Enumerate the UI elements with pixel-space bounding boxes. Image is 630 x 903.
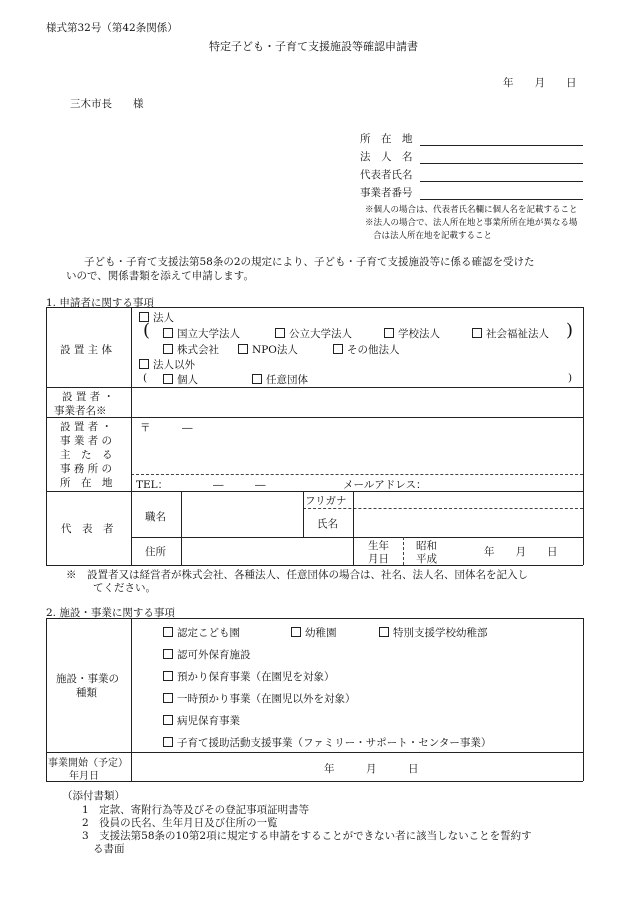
setchisha-name-input[interactable] (133, 390, 581, 416)
section2-heading: 2. 施設・事業に関する事項 (46, 607, 175, 619)
attachment-3-cont: る書面 (93, 843, 125, 855)
checkbox[interactable] (472, 328, 482, 338)
checkbox[interactable] (139, 359, 149, 369)
type-option-label: 認可外保育施設 (177, 649, 251, 661)
address-input[interactable] (420, 145, 583, 146)
biz-no-label: 事業者番号 (360, 187, 413, 199)
bracket-open-2: ( (143, 372, 148, 384)
attachment-1: 1 定款、寄附行為等及びその登記事項証明書等 (82, 804, 310, 816)
type-option-label: 幼稚園 (305, 627, 337, 639)
corp-type-label: NPO法人 (252, 344, 298, 356)
rep-name-label: 代表者氏名 (360, 169, 413, 181)
form-number: 様式第32号（第42条関係） (46, 22, 178, 34)
checkbox[interactable] (163, 693, 173, 703)
checkbox[interactable] (163, 649, 173, 659)
type-option-6[interactable] (163, 691, 356, 706)
setchisha-label-2: 事業者名※ (54, 405, 107, 417)
type-label-2: 種類 (76, 687, 97, 699)
intro-line-1: 子ども・子育て支援法第58条の2の規定により、子ども・子育て支援施設等に係る確認を受けた (84, 256, 535, 268)
type-option-label: 病児保育事業 (177, 715, 240, 727)
furigana-label: フリガナ (305, 495, 347, 507)
opt-houjin-label: 法人 (153, 312, 174, 324)
corp-type-5[interactable] (163, 342, 219, 357)
checkbox[interactable] (163, 374, 173, 384)
attachments-heading: （添付書類） (62, 790, 125, 802)
start-label-1: 事業開始（予定） (48, 758, 128, 769)
note-3: 合は法人所在地を記載すること (373, 231, 493, 241)
office-label-3: 主 た る (60, 449, 113, 461)
type-option-label: 一時預かり事業（在園児以外を対象） (177, 693, 356, 705)
corp-type-label: 社会福祉法人 (486, 328, 549, 340)
corp-name-input[interactable] (420, 163, 583, 164)
intro-line-2: いので、関係書類を添えて申請します。 (66, 270, 254, 282)
start-date[interactable]: 年 月 日 (324, 763, 419, 775)
type-option-8[interactable] (163, 735, 491, 750)
type-option-7[interactable] (163, 713, 240, 728)
era-showa[interactable]: 昭和 (416, 540, 437, 552)
setchisha-label-1: 設 置 者 ・ (62, 391, 115, 403)
type-option-label: 特別支援学校幼稚部 (393, 627, 488, 639)
type-option-label: 認定こども園 (177, 627, 240, 639)
rep-name-input[interactable] (420, 181, 583, 182)
rep-label: 代 表 者 (61, 523, 114, 535)
tel-label: TEL： (136, 479, 169, 491)
corp-type-label: 株式会社 (177, 344, 219, 356)
footnote-2: てください。 (93, 582, 156, 594)
era-heisei[interactable]: 平成 (416, 553, 437, 565)
bracket-close-2: ) (568, 372, 573, 384)
email-label: メールアドレス： (343, 479, 427, 491)
office-label-1: 設 置 者 ・ (60, 421, 113, 433)
non-corp-type-label: 任意団体 (266, 374, 308, 386)
corp-type-6[interactable] (238, 342, 298, 357)
office-label-2: 事 業 者 の (60, 435, 113, 447)
office-label-4: 事 務 所 の (60, 463, 113, 475)
checkbox[interactable] (163, 715, 173, 725)
corp-type-3[interactable] (384, 326, 440, 341)
corp-type-4[interactable] (472, 326, 549, 341)
type-option-label: 預かり保育事業（在園児を対象） (177, 671, 335, 683)
type-option-3[interactable] (379, 625, 488, 640)
checkbox[interactable] (275, 328, 285, 338)
page-title: 特定子ども・子育て支援施設等確認申請書 (209, 40, 418, 53)
bracket-open: ( (143, 320, 151, 341)
non-corp-type-label: 個人 (177, 374, 198, 386)
corp-type-label: 学校法人 (398, 328, 440, 340)
checkbox[interactable] (163, 328, 173, 338)
type-label-1: 施設・事業の (56, 673, 119, 685)
corp-type-2[interactable] (275, 326, 352, 341)
type-option-label: 子育て援助活動支援事業（ファミリー・サポート・センター事業） (177, 737, 492, 749)
non-corp-type-2[interactable] (252, 372, 308, 387)
checkbox[interactable] (163, 344, 173, 354)
birth-label-1: 生年 (368, 540, 389, 552)
birth-date: 年 月 日 (484, 546, 558, 558)
postal-code[interactable]: 〒 ― (140, 422, 193, 434)
setchi-label: 設 置 主 体 (60, 344, 113, 356)
name-label: 氏名 (317, 518, 338, 530)
birth-label-2: 月日 (368, 553, 389, 565)
note-2: ※法人の場合で、法人所在地と事業所所在地が異なる場 (365, 218, 578, 228)
position-label: 職名 (145, 511, 166, 523)
checkbox[interactable] (163, 627, 173, 637)
opt-non-corp[interactable] (139, 357, 195, 372)
address-label: 所 在 地 (360, 133, 413, 145)
corp-type-label: その他法人 (347, 344, 400, 356)
office-label-5: 所 在 地 (60, 477, 113, 489)
bracket-close: ) (566, 320, 574, 341)
note-1: ※個人の場合は、代表者氏名欄に個人名を記載すること (365, 205, 578, 215)
checkbox[interactable] (163, 671, 173, 681)
non-corp-type-1[interactable] (163, 372, 198, 387)
addressee: 三木市長 様 (70, 98, 144, 110)
type-option-5[interactable] (163, 669, 335, 684)
type-option-4[interactable] (163, 647, 251, 662)
tel-dashes[interactable]: ― ― (213, 479, 266, 491)
corp-name-label: 法 人 名 (360, 151, 413, 163)
checkbox[interactable] (384, 328, 394, 338)
opt-non-corp-label: 法人以外 (153, 359, 195, 371)
date-line: 年 月 日 (503, 77, 577, 89)
start-label-2: 年月日 (69, 771, 99, 782)
section1-heading: 1. 申請者に関する事項 (46, 297, 154, 309)
corp-type-7[interactable] (333, 342, 400, 357)
checkbox[interactable] (238, 344, 248, 354)
type-option-2[interactable] (291, 625, 337, 640)
checkbox[interactable] (333, 344, 343, 354)
type-option-1[interactable] (163, 625, 240, 640)
checkbox[interactable] (163, 737, 173, 747)
corp-type-label: 公立大学法人 (289, 328, 352, 340)
footnote-1: ※ 設置者又は経営者が株式会社、各種法人、任意団体の場合は、社名、法人名、団体名を記入し (66, 569, 528, 581)
checkbox[interactable] (291, 627, 301, 637)
checkbox[interactable] (252, 374, 262, 384)
corp-type-label: 国立大学法人 (177, 328, 240, 340)
checkbox[interactable] (379, 627, 389, 637)
corp-type-1[interactable] (163, 326, 240, 341)
attachment-3: 3 支援法第58条の10第2項に規定する申請をすることができない者に該当しないことを誓約す (82, 830, 532, 842)
rep-address-label: 住所 (145, 546, 166, 558)
biz-no-input[interactable] (420, 199, 583, 200)
attachment-2: 2 役員の氏名、生年月日及び住所の一覧 (82, 817, 278, 829)
